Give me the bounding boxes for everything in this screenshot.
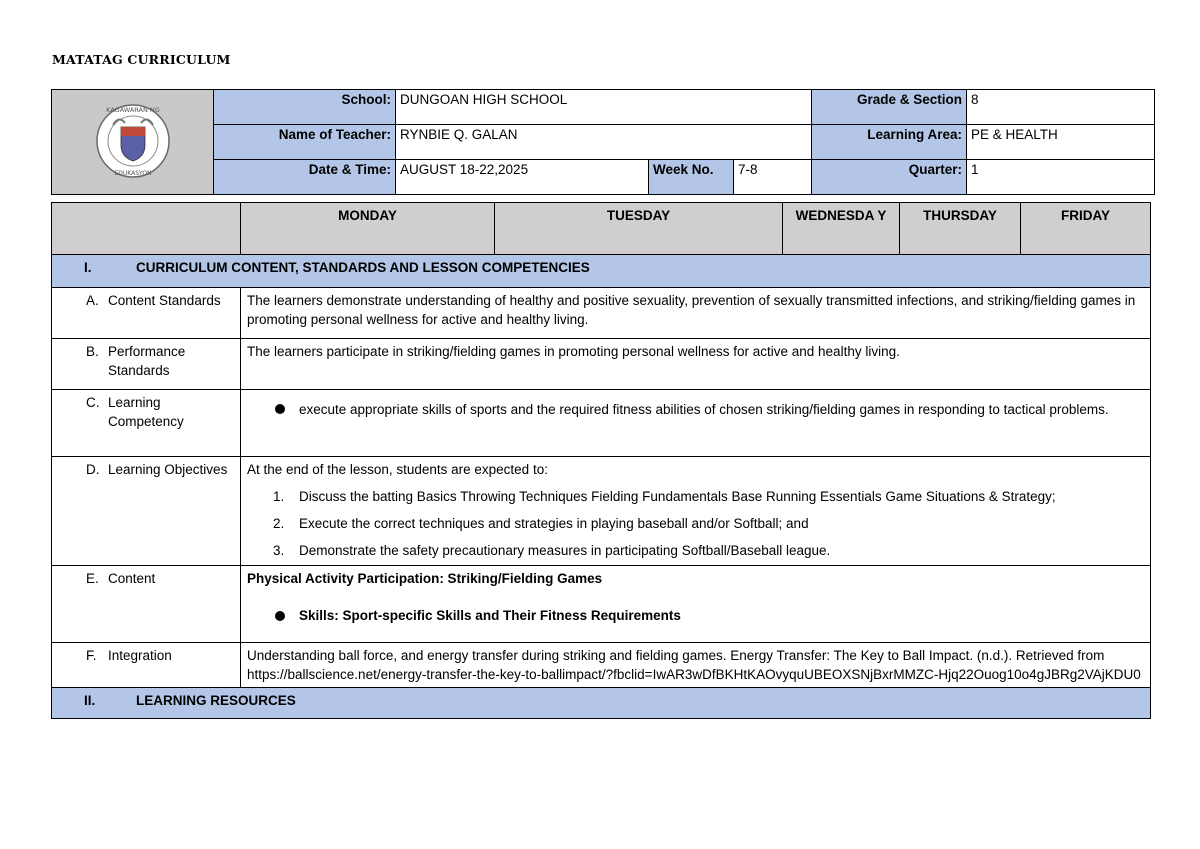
content-standards-label-cell xyxy=(52,288,241,339)
learning-competency-cell xyxy=(241,390,1151,457)
learning-competency-row xyxy=(52,390,1151,457)
section-2-title: LEARNING RESOURCES xyxy=(136,693,296,708)
objective-text: Discuss the batting Basics Throwing Techniques Fielding Fundamentals Base Running Essentials Game Situations & Strategy; xyxy=(299,489,1056,504)
quarter-value: 1 xyxy=(967,160,1155,195)
row-letter: E. xyxy=(86,571,99,586)
row-label: Content xyxy=(108,571,156,586)
row-letter: F. xyxy=(86,648,97,663)
section-resources-row xyxy=(52,688,1151,719)
content-skills-text: Skills: Sport-specific Skills and Their Fitness Requirements xyxy=(299,608,681,623)
objective-number: 1. xyxy=(273,489,285,504)
day-wednesday: WEDNESDA Y xyxy=(783,203,900,255)
svg-text:KAGAWARAN NG: KAGAWARAN NG xyxy=(105,105,160,114)
section-curriculum-row xyxy=(52,255,1151,288)
integration-label-cell xyxy=(52,643,241,688)
section-resources-heading xyxy=(52,688,1151,719)
day-thursday: THURSDAY xyxy=(900,203,1021,255)
day-header-row xyxy=(52,203,1151,255)
row-letter: D. xyxy=(86,462,100,477)
bullet-icon xyxy=(275,404,285,414)
row-letter: B. xyxy=(86,344,99,359)
quarter-label: Quarter: xyxy=(812,160,967,195)
section-curriculum-heading xyxy=(52,255,1151,288)
lesson-plan-table xyxy=(51,202,1151,719)
week-label: Week No. xyxy=(649,160,734,195)
day-monday: MONDAY xyxy=(241,203,495,255)
lesson-header-table xyxy=(51,89,1155,195)
learning-objectives-label-cell xyxy=(52,457,241,566)
deped-seal-icon xyxy=(93,101,173,181)
integration-row xyxy=(52,643,1151,688)
teacher-value: RYNBIE Q. GALAN xyxy=(396,125,812,160)
row-label: Performance Standards xyxy=(108,344,186,378)
learning-objectives-cell xyxy=(241,457,1151,566)
svg-text:EDUKASYON: EDUKASYON xyxy=(113,169,152,177)
objective-item xyxy=(247,487,1144,506)
week-value: 7-8 xyxy=(734,160,812,195)
row-label: Integration xyxy=(108,648,172,663)
school-value: DUNGOAN HIGH SCHOOL xyxy=(396,90,812,125)
row-label: Learning Objectives xyxy=(108,462,228,477)
content-heading: Physical Activity Participation: Striking/Fielding Games xyxy=(247,571,603,586)
objective-item xyxy=(247,541,1144,560)
grade-section-value: 8 xyxy=(967,90,1155,125)
content-label-cell xyxy=(52,566,241,643)
day-header-blank xyxy=(52,203,241,255)
content-standards-text: The learners demonstrate understanding of healthy and positive sexuality, prevention of sexually transmitted infections, and striking/fielding games in promoting personal wellness for active and healthy living. xyxy=(241,288,1151,339)
row-letter: A. xyxy=(86,293,99,308)
objective-item xyxy=(247,514,1144,533)
content-standards-row xyxy=(52,288,1151,339)
school-label: School: xyxy=(214,90,396,125)
learning-competency-label-cell xyxy=(52,390,241,457)
performance-standards-label-cell xyxy=(52,339,241,390)
performance-standards-row xyxy=(52,339,1151,390)
learning-area-value: PE & HEALTH xyxy=(967,125,1155,160)
date-time-value: AUGUST 18-22,2025 xyxy=(396,160,649,195)
day-friday: FRIDAY xyxy=(1021,203,1151,255)
section-2-number: II. xyxy=(84,693,96,708)
row-label: Learning Competency xyxy=(108,395,184,429)
objectives-intro: At the end of the lesson, students are expected to: xyxy=(247,462,548,477)
learning-area-label: Learning Area: xyxy=(812,125,967,160)
teacher-label: Name of Teacher: xyxy=(214,125,396,160)
content-row xyxy=(52,566,1151,643)
grade-section-label: Grade & Section xyxy=(812,90,967,125)
section-1-title: CURRICULUM CONTENT, STANDARDS AND LESSON COMPETENCIES xyxy=(136,260,590,275)
day-tuesday: TUESDAY xyxy=(495,203,783,255)
objective-text: Execute the correct techniques and strategies in playing baseball and/or Softball; and xyxy=(299,516,809,531)
learning-objectives-row xyxy=(52,457,1151,566)
learning-competency-text: execute appropriate skills of sports and the required fitness abilities of chosen striking/fielding games in responding to tactical problems. xyxy=(299,402,1109,417)
objective-text: Demonstrate the safety precautionary measures in participating Softball/Baseball league. xyxy=(299,543,831,558)
content-cell xyxy=(241,566,1151,643)
objective-number: 3. xyxy=(273,543,285,558)
deped-seal xyxy=(52,90,214,195)
performance-standards-text: The learners participate in striking/fielding games in promoting personal wellness for active and healthy living. xyxy=(241,339,1151,390)
document-title: MATATAG CURRICULUM xyxy=(52,52,231,67)
objective-number: 2. xyxy=(273,516,285,531)
section-1-number: I. xyxy=(84,260,92,275)
date-time-label: Date & Time: xyxy=(214,160,396,195)
row-letter: C. xyxy=(86,395,100,410)
integration-text: Understanding ball force, and energy transfer during striking and fielding games. Energy Transfer: The Key to Ball Impact. (n.d.). Retrieved from https://ballscience.net/energy-transfer-the-key-to-ballimpact/?fbclid=IwAR3wDfBKHtKAOvyquUBEOXSNjBxrMMZC-Hjq22Ouog10o4gJBRg2VAjKDU0 xyxy=(241,643,1151,688)
bullet-icon xyxy=(275,611,285,621)
row-label: Content Standards xyxy=(108,293,221,308)
